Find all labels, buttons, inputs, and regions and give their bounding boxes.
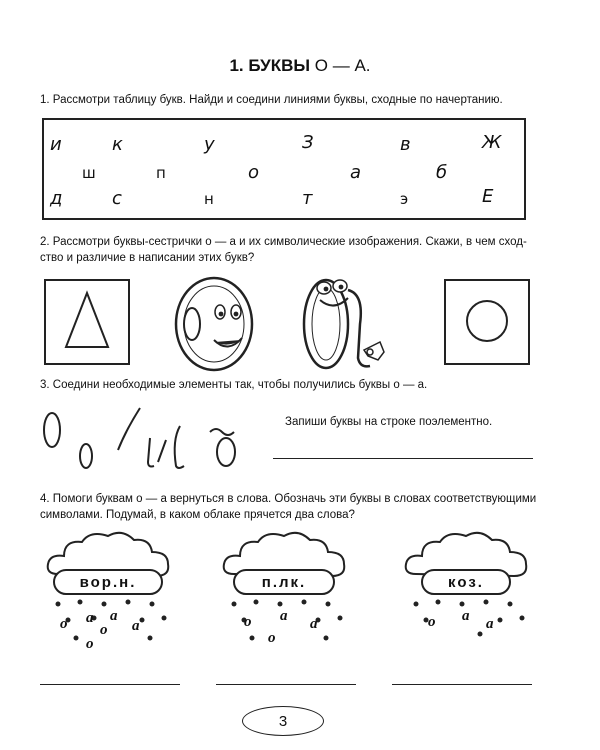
- letter-cell[interactable]: у: [204, 134, 215, 155]
- letter-cell[interactable]: а: [350, 162, 362, 183]
- drop-letter: о: [428, 614, 436, 630]
- triangle-symbol-box: [44, 279, 130, 365]
- letter-cell[interactable]: о: [248, 162, 260, 183]
- drop-letter: о: [268, 630, 276, 646]
- letter-cell[interactable]: э: [400, 190, 409, 208]
- letter-cell[interactable]: и: [50, 134, 62, 155]
- task-2-line: ство и различие в написании этих букв?: [40, 252, 255, 264]
- write-line[interactable]: [273, 458, 533, 459]
- drop-letter: о: [244, 614, 252, 630]
- task-1-text: 1. Рассмотри таблицу букв. Найди и соедини линиями буквы, сходные по начертанию.: [40, 94, 503, 106]
- circle-symbol-box: [444, 279, 530, 365]
- letter-cell[interactable]: ш: [82, 164, 96, 182]
- drop-letter: а: [280, 608, 288, 624]
- letter-cell[interactable]: в: [400, 134, 411, 155]
- letter-cell[interactable]: Ж: [482, 132, 502, 153]
- answer-line-2[interactable]: [216, 684, 356, 685]
- drop-letter: о: [60, 616, 68, 632]
- rain-drops-icon: [222, 598, 352, 658]
- letter-cell[interactable]: н: [204, 190, 214, 208]
- letter-cell[interactable]: б: [436, 162, 448, 183]
- drop-letter: а: [86, 610, 94, 626]
- cloud-1: [40, 530, 180, 660]
- circle-icon: [446, 281, 528, 363]
- drop-letter: а: [486, 616, 494, 632]
- drop-letter: а: [110, 608, 118, 624]
- task-2-text: [40, 234, 570, 266]
- write-instruction: Запиши буквы на строке поэлементно.: [285, 416, 493, 428]
- letter-cell[interactable]: З: [302, 132, 314, 153]
- letter-a-character-icon: [284, 268, 396, 380]
- letters-table: [42, 118, 526, 220]
- letter-cell[interactable]: Е: [482, 186, 494, 207]
- title-tail: О — А.: [314, 56, 371, 75]
- letter-cell[interactable]: п: [156, 164, 166, 182]
- task-4-line: 4. Помоги буквам о — а вернуться в слова. Обозначь эти буквы в словах соответствующими: [40, 493, 537, 505]
- letter-cell[interactable]: с: [112, 188, 122, 209]
- cloud-icon: [216, 530, 356, 602]
- drop-letter: а: [310, 616, 318, 632]
- cloud-icon: [40, 530, 180, 602]
- cloud-word: п.лк.: [261, 574, 307, 591]
- task-4-text: [40, 491, 580, 523]
- page-number: 3: [242, 706, 324, 736]
- answer-line-3[interactable]: [392, 684, 532, 685]
- letter-elements-icon: [30, 400, 260, 480]
- drop-letter: а: [132, 618, 140, 634]
- letter-cell[interactable]: д: [50, 188, 63, 209]
- letter-cell[interactable]: т: [302, 188, 313, 209]
- drop-letter: о: [100, 622, 108, 638]
- answer-line-1[interactable]: [40, 684, 180, 685]
- letter-cell[interactable]: к: [112, 134, 123, 155]
- cloud-3: [398, 530, 538, 660]
- letter-o-character-icon: [168, 274, 260, 374]
- rain-drops-icon: [404, 598, 534, 658]
- title-main: 1. БУКВЫ: [229, 56, 311, 75]
- drop-letter: а: [462, 608, 470, 624]
- cloud-2: [216, 530, 356, 660]
- page-title: [0, 56, 600, 76]
- task-2-line: 2. Рассмотри буквы-сестрички о — а и их символические изображения. Скажи, в чем сход-: [40, 236, 527, 248]
- task-4-line: символами. Подумай, в каком облаке прячется два слова?: [40, 509, 355, 521]
- triangle-icon: [46, 281, 128, 363]
- cloud-word: коз.: [448, 574, 484, 591]
- task-3-text: 3. Соедини необходимые элементы так, чтобы получились буквы о — а.: [40, 379, 428, 391]
- drop-letter: о: [86, 636, 94, 652]
- cloud-icon: [398, 530, 538, 602]
- cloud-word: вор.н.: [79, 574, 137, 591]
